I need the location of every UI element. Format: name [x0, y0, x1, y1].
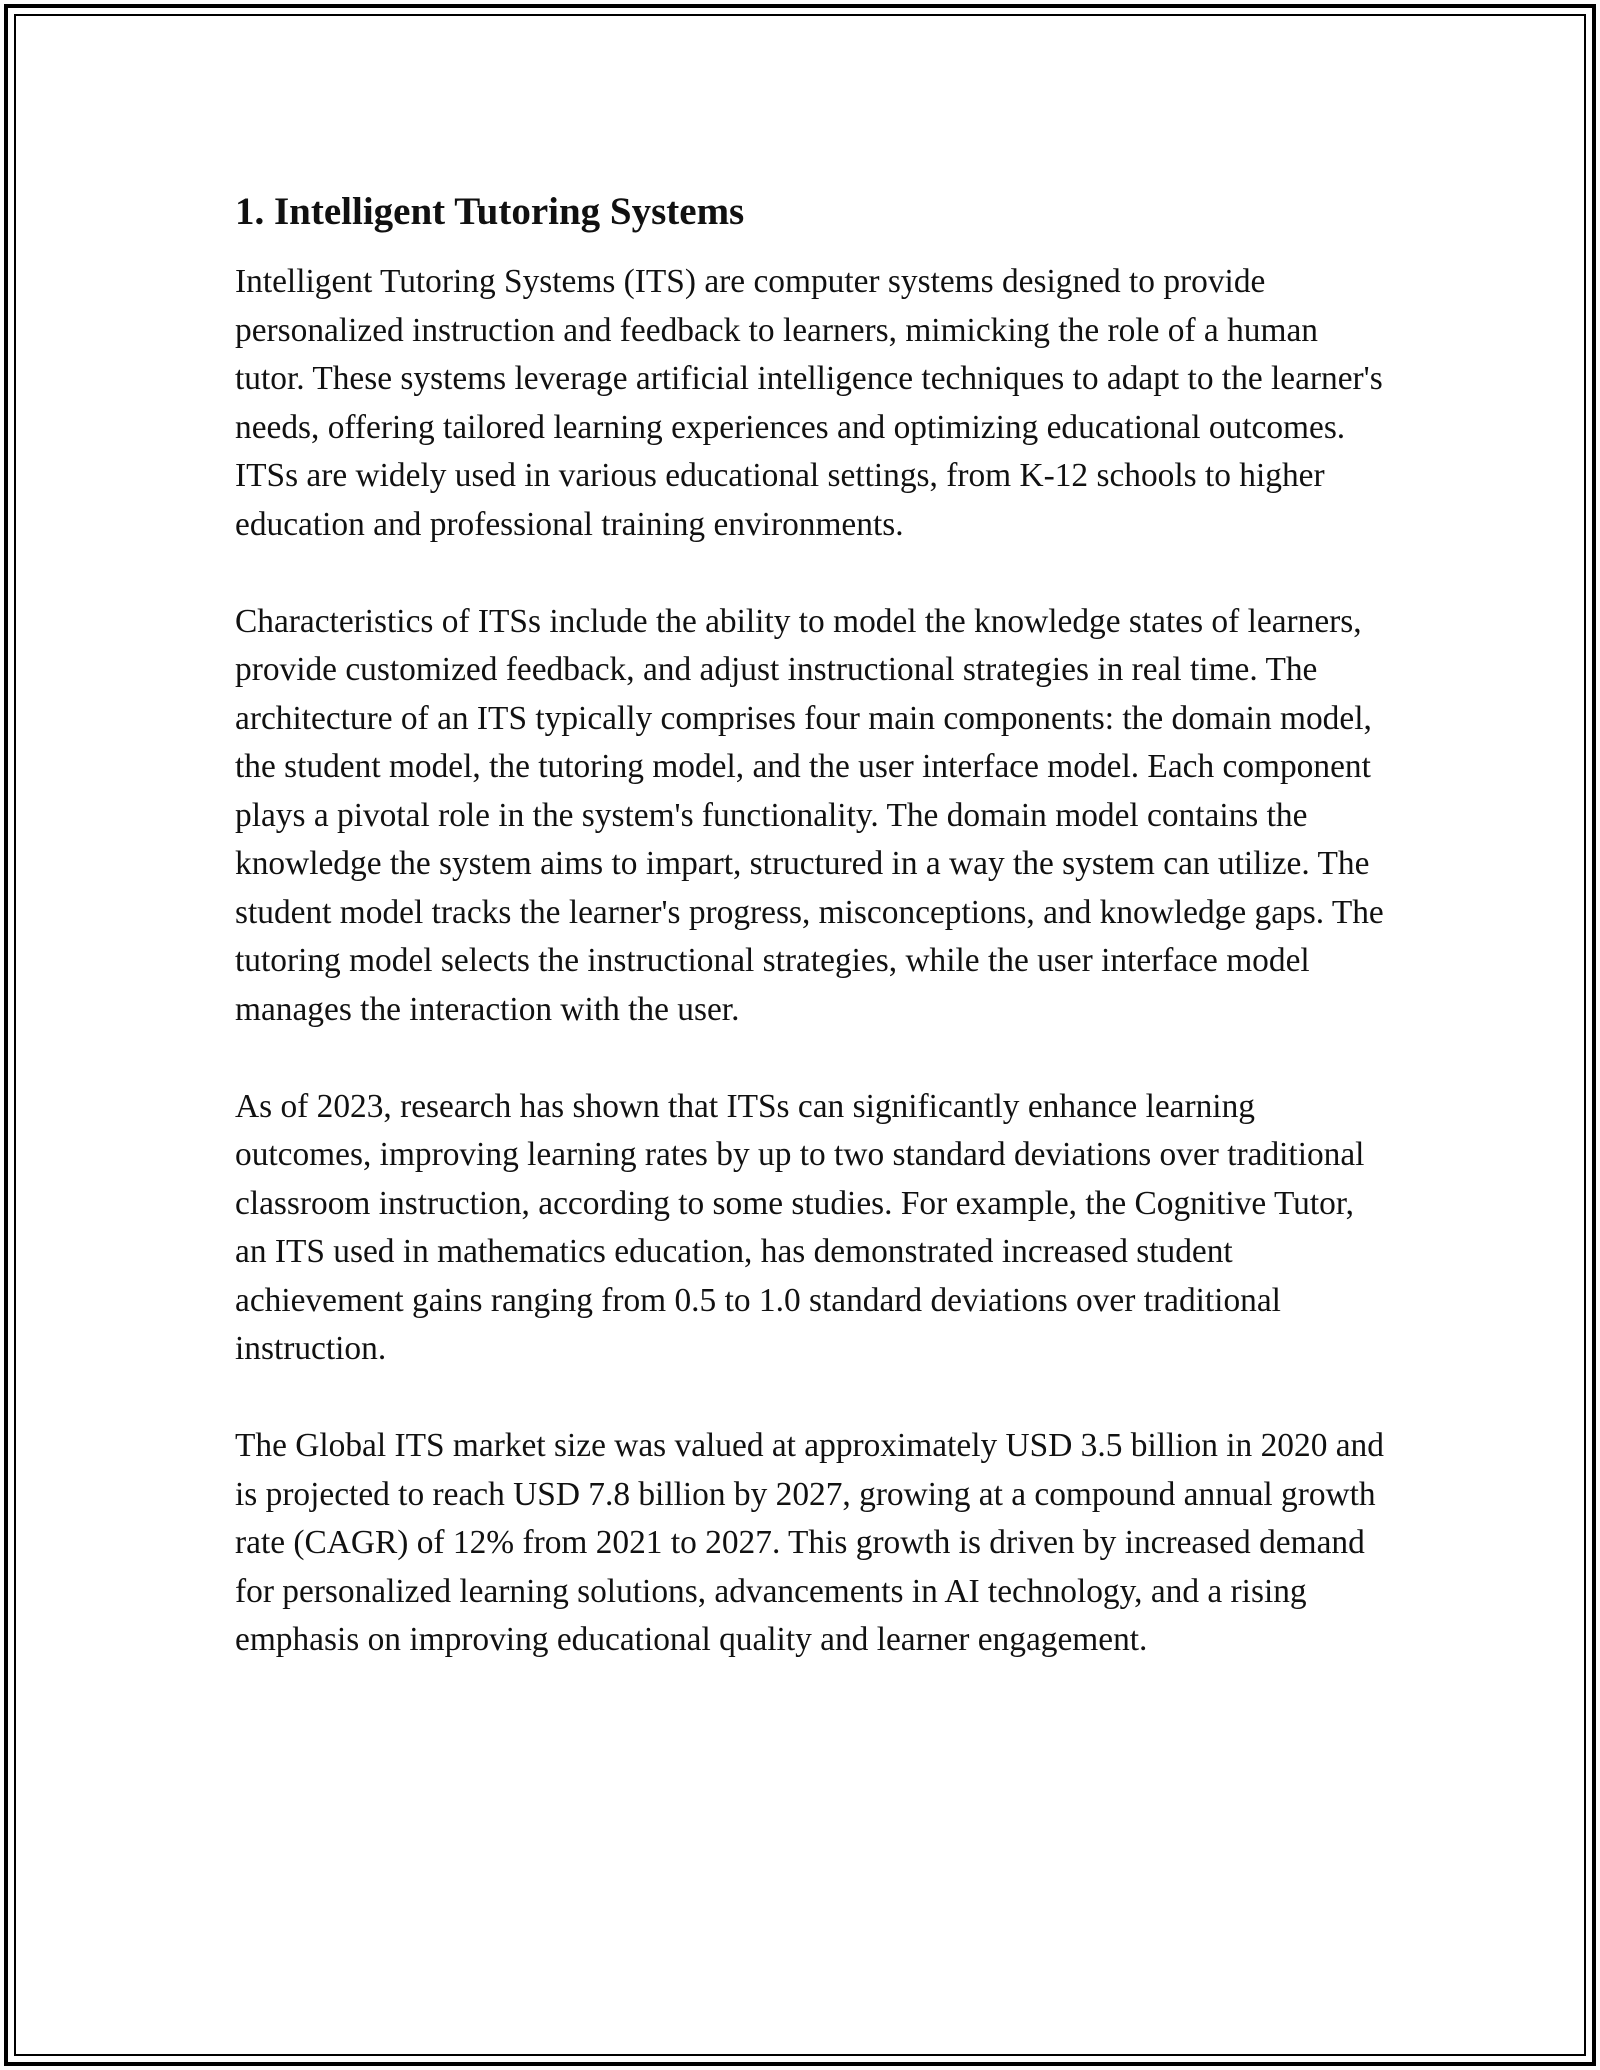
paragraph-its-research: As of 2023, research has shown that ITSs can significantly enhance learning outcomes, improving learning rates by up to two standard deviations over traditional classroom instruction, according to some studies. For example, the Cognitive Tutor, an ITS used in mathematics education, has demonstrated increased student achievement gains ranging from 0.5 to 1.0 standard deviations over traditional instruction. [235, 1087, 1365, 1367]
paragraph-its-market: The Global ITS market size was valued at approximately USD 3.5 billion in 2020 and is projected to reach USD 7.8 billion by 2027, growing at a compound annual growth rate (CAGR) of 12% from 2021 to 2027. This growth is driven by increased demand for personalized learning solutions, advancements in AI technology, and a rising emphasis on improving educational quality and learner engagement. [235, 1427, 1384, 1658]
document-body [235, 186, 1385, 1713]
paragraph-its-characteristics: Characteristics of ITSs include the ability to model the knowledge states of learners, provide customized feedback, and adjust instructional strategies in real time. The architecture of an ITS typically comprises four main components: the domain model, the student model, the tutoring model, and the user interface model. Each component plays a pivotal role in the system's functionality. The domain model contains the knowledge the system aims to impart, structured in a way the system can utilize. The student model tracks the learner's progress, misconceptions, and knowledge gaps. The tutoring model selects the instructional strategies, while the user interface model manages the interaction with the user. [235, 602, 1384, 1028]
paragraph-its-definition: Intelligent Tutoring Systems (ITS) are computer systems designed to provide personalized instruction and feedback to learners, mimicking the role of a human tutor. These systems leverage artificial intelligence techniques to adapt to the learner's needs, offering tailored learning experiences and optimizing educational outcomes. ITSs are widely used in various educational settings, from K-12 schools to higher education and professional training environments. [235, 263, 1383, 543]
section-title: 1. Intelligent Tutoring Systems [235, 190, 745, 233]
